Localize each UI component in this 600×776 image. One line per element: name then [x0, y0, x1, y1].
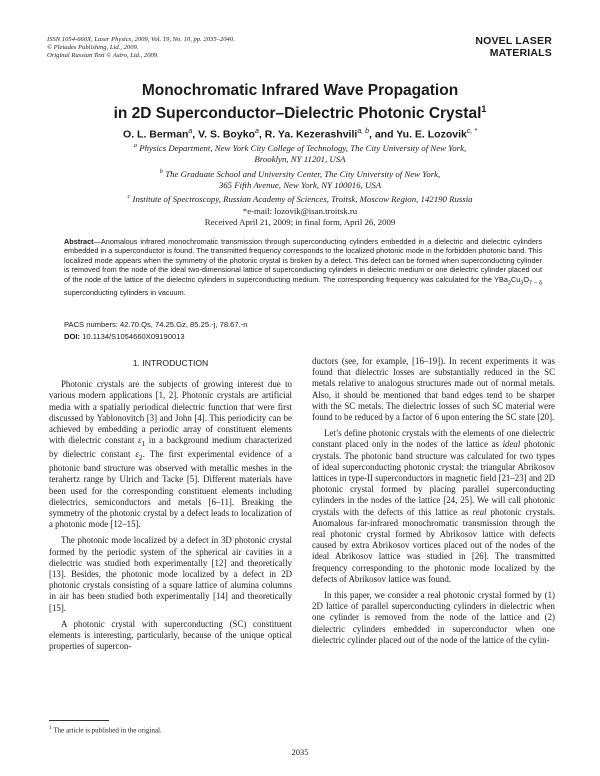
author-2-marks: a [254, 128, 259, 135]
author-1-marks: a [188, 128, 193, 135]
left-column [49, 358, 292, 657]
journal-line-2: © Pleiades Publishing, Ltd., 2009. [47, 44, 139, 51]
author-separator: , [192, 128, 199, 141]
affiliations [0, 140, 600, 229]
author-2: V. S. Boyko [198, 128, 255, 141]
paragraph: ductors (see, for example, [16–19]). In recent experiments it was found that dielectric losses are substantially reduced in the SC metals relative to analogous structures made out of normal metals. Also, it should be mentioned that band edges tend to be sharper with the SC metals. The dielectric losses of such SC material were found to be reduced by a factor of 6 upon entering the SC state [20]. [312, 356, 555, 423]
title-line-1: Monochromatic Infrared Wave Propagation [141, 82, 459, 99]
doi-label: DOI: [64, 332, 81, 341]
abstract-text: —Anomalous infrared monochromatic transmission through superconducting cylinders embedded in a dielectric and dielectric cylinders embedded in a superconductor is found. The transmitted frequency corresponds to the localized photonic mode in the forbidden photonic band. This localized mode appears when the symmetry of the photonic crystal is broken by a defect. This defect can be formed when superconducting cylinder is removed from the node of the ideal two-dimensional lattice of superconducting cylinders in dielectric medium or one dielectric cylinder placed out of the node of the lattice of the dielectric cylinders in superconducting medium. The corresponding frequency was calculated for the YBa [64, 237, 542, 284]
journal-info [47, 36, 235, 60]
doi [64, 332, 185, 342]
footnote-divider [49, 720, 109, 721]
pacs-numbers: PACS numbers: 42.70.Qs, 74.25.Gz, 85.25.-j, 78.67.-n [64, 320, 248, 329]
abstract: Abstract—Anomalous infrared monochromatic transmission through superconducting cylinders embedded in a dielectric and dielectric cylinders embedded in a superconductor is found. The transmitted frequency corresponds to the localized photonic mode in the forbidden photonic band. This localized mode appears when the symmetry of the photonic crystal is broken by a defect. This defect can be formed when superconducting cylinder is removed from the node of the ideal two-dimensional lattice of superconducting cylinders in dielectric medium or one dielectric cylinder placed out of the node of the lattice of the dielectric cylinders in superconducting medium. The corresponding frequency was calculated for the $YBa_2Cu_3O_{7 - \delta}$ superconducting cylinders in vacuum. [64, 237, 543, 298]
section-label [475, 35, 552, 59]
author-1: O. L. Berman [123, 128, 189, 141]
right-column [312, 356, 555, 651]
received-dates: Received April 21, 2009; in final form, April 26, 2009 [204, 217, 396, 228]
page-number: 2035 [291, 747, 309, 757]
paragraph: Let’s define photonic crystals with the elements of one dielectric constant placed only in the nodes of the lattice as ideal photonic crystals. The photonic band structure was calculated for two types of ideal superconducting photonic crystal: the triangular Abrikosov lattices in type-II superconductors in magnetic field [21–23] and 2D photonic crystal formed by placing parallel superconducting cylinders in the nodes of the lattice [24, 25]. We will call photonic crystals with the defects of this lattice as real photonic crystals. Anomalous far-infrared monochromatic transmission through the real photonic crystal formed by Abrikosov lattice with defects caused by extra Abrikosov vortices placed out of the nodes of the ideal Abrikosov lattice was studied in [26]. The transmitted frequency corresponding to the photonic mode localized by the defects of Abrikosov lattice was found. [312, 428, 555, 584]
footnote: $^1$ The article is published in the original. [49, 725, 162, 735]
section-heading: 1. INTRODUCTION [132, 358, 209, 368]
title-footnote-mark: 1 [481, 104, 487, 114]
paragraph: Photonic crystals are the subjects of growing interest due to various modern applications [1, 2]. Photonic crystals are artificial media with a spatially periodical dielectric function that were first discussed by Yablonovitch [3] and John [4]. This periodicity can be achieved by embedding a periodic array of constituent elements with dielectric constant $\varepsilon_1$ in a background medium characterized by dielectric constant $\varepsilon_2$. The first experimental evidence of a photonic band structure was observed with metallic meshes in the terahertz range by Ulrich and Tacke [5]. Different materials have been used for the corresponding constituent elements including dielectrics, semiconductors and metals [6–11]. Breaking the symmetry of the photonic crystal by a defect leads to localization of a photonic mode [12–15]. [49, 379, 292, 530]
journal-line-3: Original Russian Text © Astro, Ltd., 2009. [47, 52, 159, 59]
section-label-line-1: NOVEL LASER [475, 35, 552, 47]
author-3: R. Ya. Kezerashvili [264, 128, 358, 141]
corresponding-email: *e-mail: lozovik@isan.troitsk.ru [242, 205, 358, 216]
author-4: and Yu. E. Lozovik [374, 128, 467, 141]
author-3-marks: a, b [357, 128, 369, 135]
doi-link[interactable]: 10.1134/S1054660X09190013 [82, 332, 185, 341]
affiliation-a-cont: Brooklyn, NY 11201, USA [254, 154, 346, 165]
affiliation-c: $^c$ Institute of Spectroscopy, Russian Academy of Sciences, Troitsk, Moscow Region, 142190 Russia [127, 193, 473, 205]
affiliation-b: $^b$ The Graduate School and University Center, The City University of New York, [159, 167, 441, 179]
affiliation-a: $^a$ Physics Department, New York City College of Technology, The City University of New York, [133, 142, 467, 153]
section-label-line-2: MATERIALS [489, 47, 552, 59]
abstract-label: Abstract [64, 237, 94, 246]
paragraph: A photonic crystal with superconducting (SC) constituent elements is interesting, particularly, because of the unique optical properties of supercon- [49, 618, 292, 652]
author-4-marks: c, * [466, 128, 477, 135]
paper-title [0, 81, 600, 123]
author-separator: , [369, 128, 375, 141]
paragraph: The photonic mode localized by a defect in 3D photonic crystal formed by the periodic system of the spherical air cavities in a dielectric was studied both experimentally [12] and theoretically [13]. Besides, the photonic mode localized by a defect in 2D photonic crystals consisting of a square lattice of alumina columns in air has been studied both experimentally [14] and theoretically [15]. [49, 535, 292, 613]
author-separator: , [258, 128, 265, 141]
title-line-2: in 2D Superconductor–Dielectric Photonic Crystal$^1$ [113, 104, 487, 123]
paragraph: In this paper, we consider a real photonic crystal formed by (1) 2D lattice of parallel superconducting cylinders in dielectric when one cylinder is removed from the node of the lattice and (2) dielectric cylinders embedded in superconductor when one dielectric cylinder placed out of the node of the lattice of the cylin- [312, 590, 555, 645]
affiliation-b-cont: 365 Fifth Avenue, New York, NY 100016, USA [218, 180, 382, 191]
journal-line-1: ISSN 1054-660X, Laser Physics, 2009, Vol. 19, No. 10, pp. 2035–2040. [47, 36, 235, 43]
